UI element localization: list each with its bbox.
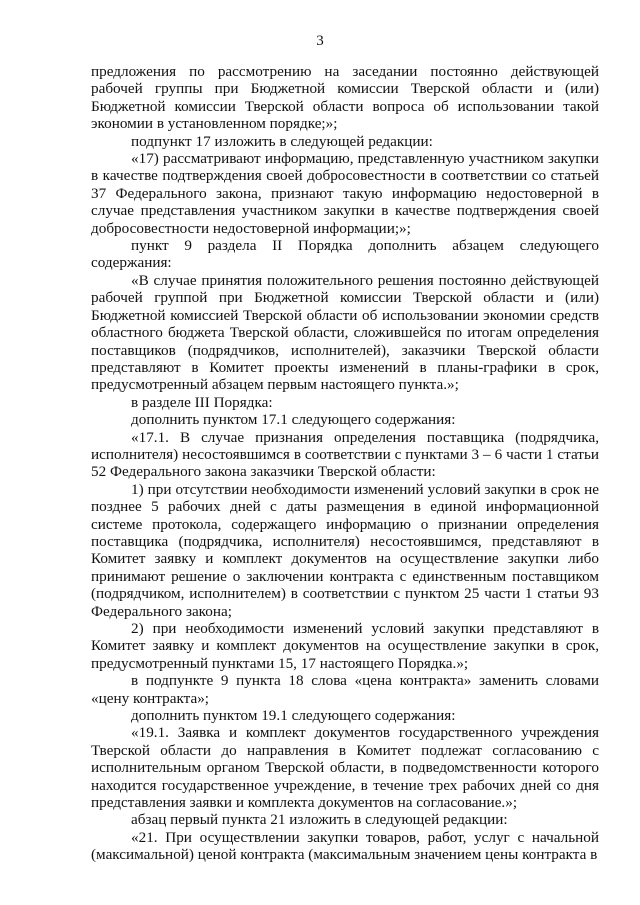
paragraph: «21. При осуществлении закупки товаров, работ, услуг с начальной (максимальной) ценой контракта (максимальным значением цены контракта в xyxy=(91,828,599,864)
paragraph: 1) при отсутствии необходимости изменений условий закупки в срок не позднее 5 рабочих дней с даты размещения в единой информационной системе протокола, содержащего информацию о признании определения поставщика (подрядчика, исполнителя) несостоявшимся, представляют в Комитет заявку и комплект документов на осуществление закупки либо принимают решение о заключении контракта с единственным поставщиком (подрядчиком, исполнителем) в соответствии с пунктом 25 части 1 статьи 93 Федерального закона; xyxy=(91,480,599,620)
page-number: 3 xyxy=(316,33,324,49)
document-body xyxy=(91,63,599,864)
paragraph: 2) при необходимости изменений условий закупки представляют в Комитет заявку и комплект документов на осуществление закупки в срок, предусмотренный пунктами 15, 17 настоящего Порядка.»; xyxy=(91,620,599,672)
paragraph: подпункт 17 изложить в следующей редакции: xyxy=(131,132,433,150)
paragraph: в подпункте 9 пункта 18 слова «цена контракта» заменить словами «цену контракта»; xyxy=(91,672,599,707)
paragraph: «17.1. В случае признания определения поставщика (подрядчика, исполнителя) несостоявшимся в соответствии с пунктами 3 – 6 части 1 статьи 52 Федерального закона заказчики Тверской области: xyxy=(91,428,599,481)
paragraph: «17) рассматривают информацию, представленную участником закупки в качестве подтверждения своей добросовестности в соответствии со статьей 37 Федерального закона, признают такую информацию недостоверной в случае представления участником закупки в качестве подтверждения своей добросовестности недостоверной информации;»; xyxy=(91,150,599,237)
paragraph: дополнить пунктом 17.1 следующего содержания: xyxy=(131,411,456,429)
paragraph: «19.1. Заявка и комплект документов государственного учреждения Тверской области до направления в Комитет подлежат согласованию с исполнительным органом Тверской области, в подведомственности которого находится государственное учреждение, в течение трех рабочих дней со дня представления заявки и комплекта документов на согласование.»; xyxy=(91,724,599,812)
paragraph: абзац первый пункта 21 изложить в следующей редакции: xyxy=(131,811,508,829)
paragraph: предложения по рассмотрению на заседании постоянно действующей рабочей группы при Бюджетной комиссии Тверской области и (или) Бюджетной комиссии Тверской области вопроса об использовании такой экономии в установленном порядке;»; xyxy=(91,63,599,133)
paragraph: «В случае принятия положительного решения постоянно действующей рабочей группой при Бюджетной комиссии Тверской области и (или) Бюджетной комиссией Тверской области об использовании экономии средств областного бюджета Тверской области, сложившейся по итогам определения поставщиков (подрядчиков, исполнителей), заказчики Тверской области представляют в Комитет проекты изменений в планы-графики в срок, предусмотренный абзацем первым настоящего пункта.»; xyxy=(91,271,599,394)
paragraph: дополнить пунктом 19.1 следующего содержания: xyxy=(131,707,456,725)
paragraph: пункт 9 раздела II Порядка дополнить абзацем следующего содержания: xyxy=(91,237,599,272)
paragraph: в разделе III Порядка: xyxy=(131,393,273,411)
